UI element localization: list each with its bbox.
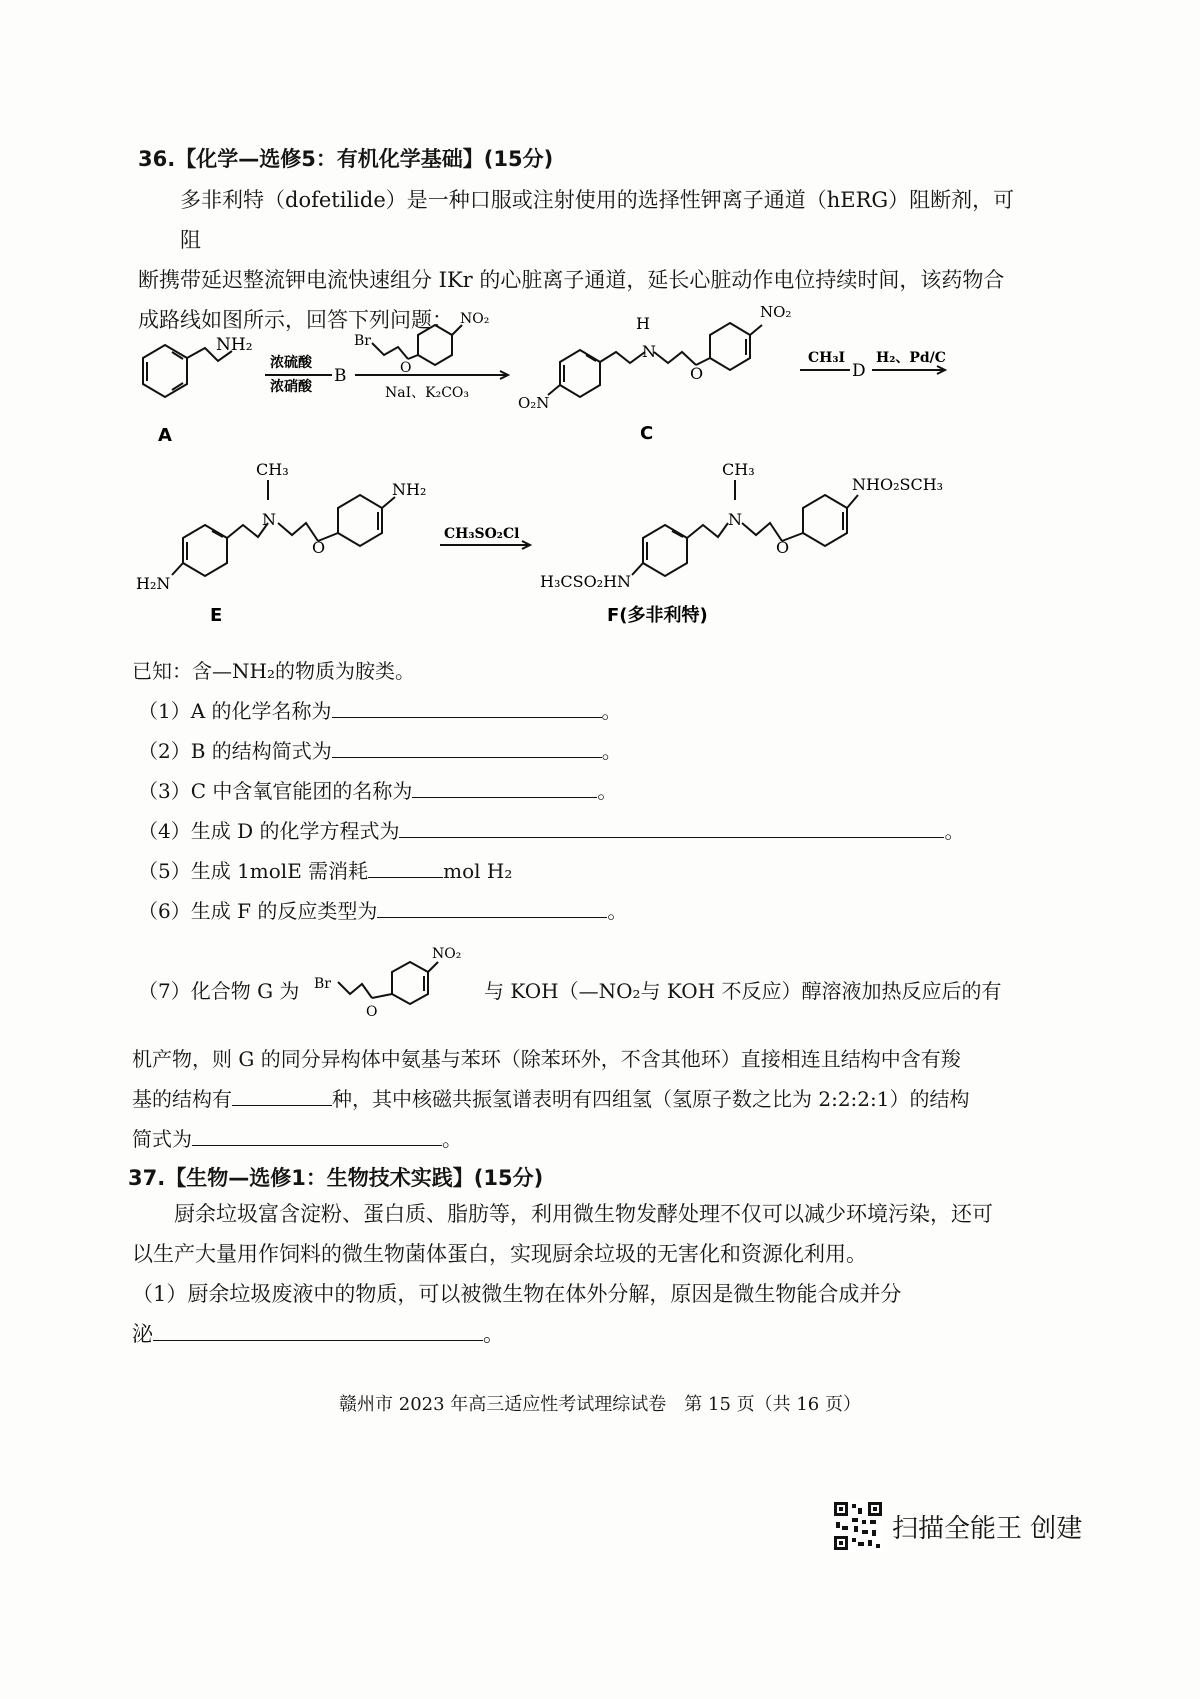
answer-blank-5[interactable] (368, 859, 443, 878)
question-2-text: （2）B 的结构简式为 (138, 739, 332, 763)
answer-blank-6[interactable] (377, 899, 607, 918)
compound-c-label: C (640, 423, 654, 444)
step-2-conditions: NaI、K₂CO₃ (385, 385, 469, 401)
compound-g-o: O (366, 1004, 378, 1020)
question-7-line-4 (132, 1123, 462, 1152)
compound-g-no2: NO₂ (432, 946, 462, 962)
known-statement: 已知：含—NH₂的物质为胺类。 (132, 659, 415, 683)
qr-code-icon (832, 1500, 884, 1552)
q37-question-1: （1）厨余垃圾废液中的物质，可以被微生物在体外分解，原因是微生物能合成并分 (132, 1282, 902, 1306)
compound-f-structure (632, 480, 858, 576)
compound-e-n: N (262, 510, 276, 529)
answer-blank-4[interactable] (399, 819, 944, 838)
scanner-watermark: 扫描全能王 创建 (892, 1514, 1083, 1544)
compound-e-o: O (312, 538, 326, 557)
question-4 (138, 815, 964, 844)
compound-a-nh2: NH₂ (216, 335, 253, 355)
compound-c-n: N (642, 342, 656, 361)
compound-f-n: N (728, 510, 742, 529)
question-37-intro (132, 1194, 1012, 1354)
compound-f-top-group: NHO₂SCH₃ (852, 475, 944, 494)
compound-c-h: H (636, 314, 650, 333)
question-7-condition: 与 KOH（—NO₂与 KOH 不反应）醇溶液加热反应后的有 (484, 979, 1002, 1003)
page-footer: 赣州市 2023 年高三适应性考试理综试卷 第 15 页（共 16 页） (339, 1394, 861, 1415)
reagent-o: O (400, 360, 412, 376)
q37-intro-line-1: 厨余垃圾富含淀粉、蛋白质、脂肪等，利用微生物发酵处理不仅可以减少环境污染，还可 (174, 1202, 993, 1226)
question-37-heading: 37.【生物—选修1：生物技术实践】(15分) (128, 1166, 544, 1190)
reagent-br: Br (354, 333, 371, 349)
reagent-ch3i: CH₃I (808, 350, 846, 366)
period: 。 (607, 899, 628, 923)
period: 。 (944, 819, 965, 843)
reagent-ch3so2cl: CH₃SO₂Cl (444, 526, 520, 542)
question-6-text: （6）生成 F 的反应类型为 (138, 899, 378, 923)
reagent-h2-pdc: H₂、Pd/C (876, 350, 946, 366)
question-4-text: （4）生成 D 的化学方程式为 (138, 819, 400, 843)
q37-question-1-cont (132, 1314, 1012, 1354)
question-7-line-3 (132, 1083, 969, 1112)
compound-e-nh2-top: NH₂ (392, 480, 427, 499)
period: 。 (597, 779, 618, 803)
answer-blank-3[interactable] (412, 779, 597, 798)
compound-f-label: F(多非利特) (607, 605, 708, 626)
answer-blank-7b[interactable] (192, 1127, 442, 1146)
q37-intro-line-2: 以生产大量用作饲料的微生物菌体蛋白，实现厨余垃圾的无害化和资源化利用。 (132, 1242, 867, 1266)
question-2 (138, 735, 622, 764)
compound-e-ch3: CH₃ (256, 460, 289, 479)
q37-secrete-lead: 泌 (132, 1322, 153, 1346)
question-7-lead: （7）化合物 G 为 (138, 979, 300, 1003)
period: 。 (601, 699, 622, 723)
answer-blank-1[interactable] (332, 699, 602, 718)
question-36-heading: 36.【化学—选修5：有机化学基础】(15分) (138, 147, 554, 171)
reagent-no2: NO₂ (460, 311, 490, 327)
question-5 (138, 855, 512, 884)
intro-line-3: 成路线如图所示，回答下列问题： (138, 308, 453, 332)
question-5-unit: mol H₂ (443, 859, 513, 883)
answer-blank-2[interactable] (332, 739, 602, 758)
question-3 (138, 775, 617, 804)
question-7-nmr-text: 种，其中核磁共振氢谱表明有四组氢（氢原子数之比为 2:2:2:1）的结构 (332, 1087, 970, 1111)
question-1 (138, 695, 622, 724)
intro-line-2: 断携带延迟整流钾电流快速组分 IKr 的心脏离子通道，延长心脏动作电位持续时间，该药物合 (138, 268, 1005, 292)
compound-g-structure (310, 940, 480, 1020)
question-3-text: （3）C 中含氧官能团的名称为 (138, 779, 413, 803)
reagent-bromoethoxy-nitrobenzene (372, 325, 462, 365)
compound-c-no2-bottom: O₂N (518, 394, 550, 412)
question-5-text: （5）生成 1molE 需消耗 (138, 859, 369, 883)
answer-blank-37-1[interactable] (153, 1322, 483, 1341)
period: 。 (442, 1127, 462, 1151)
compound-c-o: O (690, 364, 704, 383)
question-6 (138, 895, 627, 924)
synthesis-scheme (0, 295, 1200, 640)
compound-e-nh2-bottom: H₂N (136, 574, 171, 593)
question-7-line-2: 机产物，则 G 的同分异构体中氨基与苯环（除苯环外，不含其他环）直接相连且结构中含有羧 (132, 1047, 961, 1071)
compound-d-label: D (852, 361, 866, 381)
period: 。 (601, 739, 622, 763)
question-1-text: （1）A 的化学名称为 (138, 699, 332, 723)
period: 。 (483, 1322, 504, 1346)
question-7-count-lead: 基的结构有 (132, 1087, 232, 1111)
compound-b-label: B (334, 366, 347, 386)
reagent-hno3: 浓硝酸 (270, 379, 312, 395)
compound-f-o: O (776, 538, 790, 557)
question-7-structure-lead: 简式为 (132, 1127, 192, 1151)
compound-a-label: A (158, 425, 172, 446)
intro-line-1: 多非利特（dofetilide）是一种口服或注射使用的选择性钾离子通道（hERG）阻断剂，可阻 (180, 188, 1015, 252)
compound-c-no2-top: NO₂ (760, 303, 792, 321)
answer-blank-7a[interactable] (232, 1087, 332, 1106)
compound-e-label: E (210, 605, 223, 626)
compound-f-ch3: CH₃ (722, 460, 755, 479)
compound-g-br: Br (314, 976, 331, 992)
reagent-h2so4: 浓硫酸 (270, 355, 312, 371)
compound-e-structure (172, 480, 395, 576)
compound-f-bottom-group: H₃CSO₂HN (540, 572, 632, 591)
